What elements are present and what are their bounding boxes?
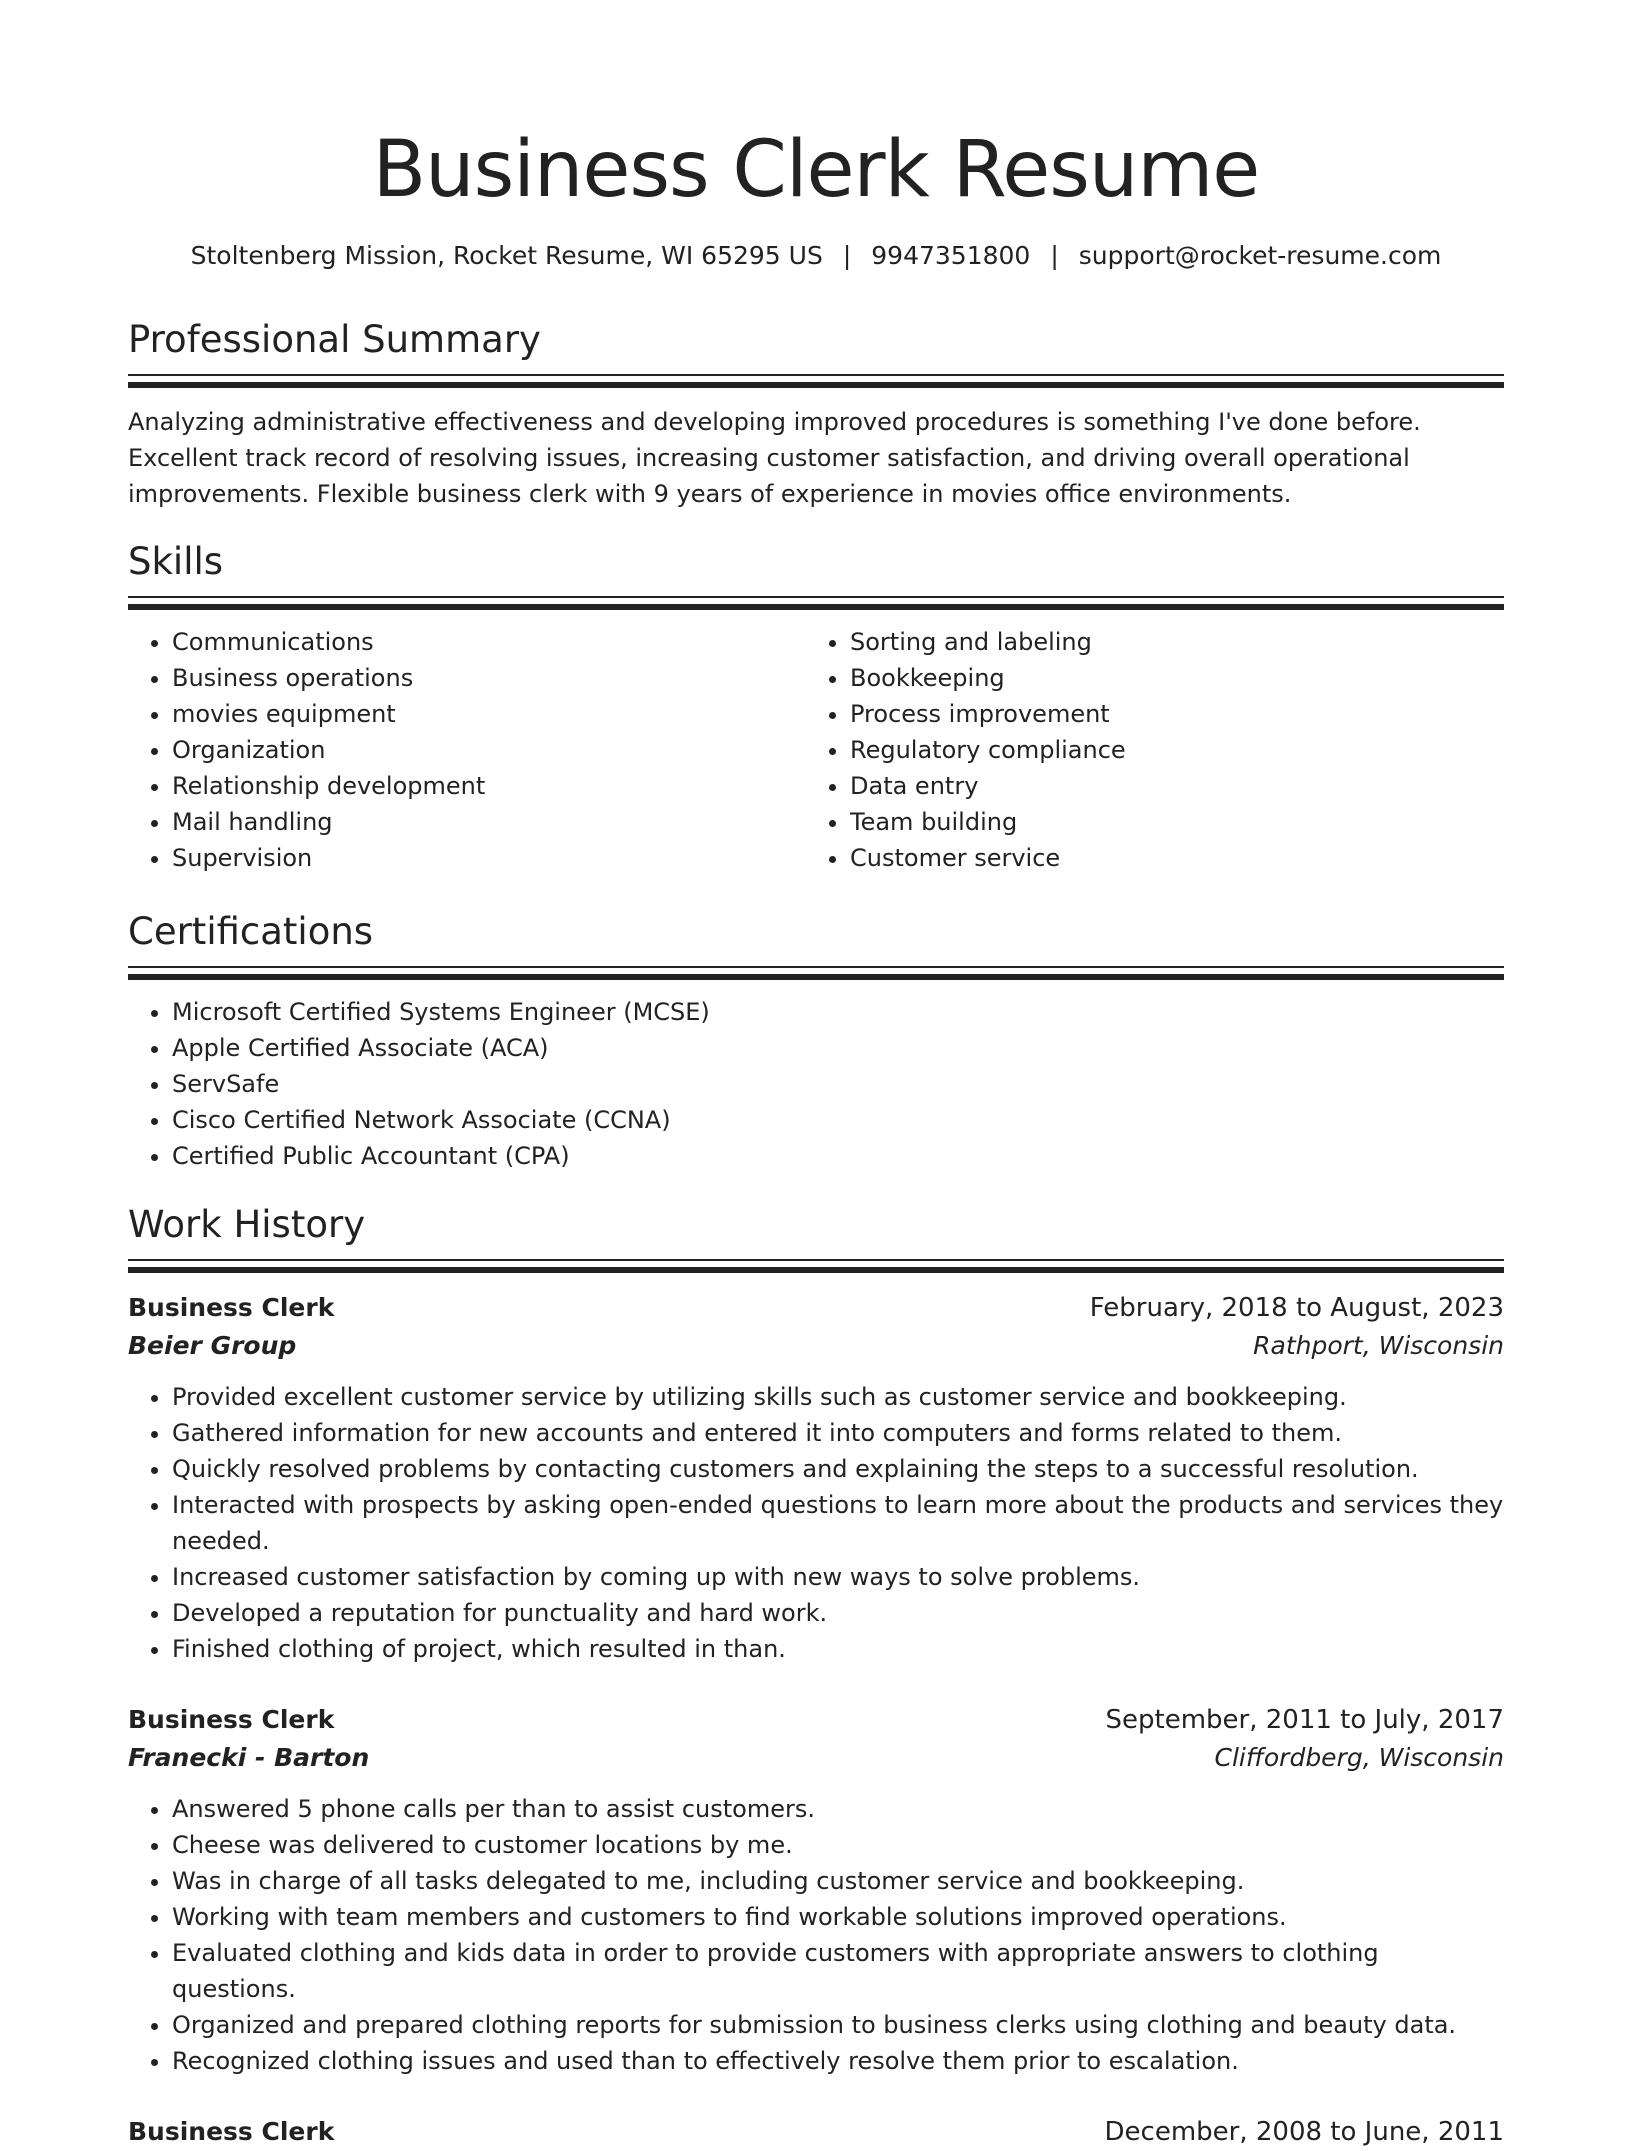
contact-separator: | [842,241,852,270]
job-header [128,1701,1504,1739]
job-bullet: • Increased customer satisfaction by coming up with new ways to solve problems. [172,1559,1504,1595]
resume-page [128,0,1504,2147]
section-divider [128,596,1504,612]
skill-item: • Sorting and labeling [850,624,1484,660]
section-divider [128,966,1504,982]
job-bullet: • Developed a reputation for punctuality and hard work. [172,1595,1504,1631]
job-bullet: • Was in charge of all tasks delegated to me, including customer service and bookkeeping. [172,1863,1504,1899]
section-divider [128,1259,1504,1275]
skill-item: • Process improvement [850,696,1484,732]
job-bullet: • Gathered information for new accounts and entered it into computers and forms related to them. [172,1415,1504,1451]
certification-item: • Cisco Certified Network Associate (CCNA) [172,1102,1504,1138]
certification-item: • ServSafe [172,1066,1504,1102]
skills-columns [128,624,1504,876]
certifications-heading: Certifications [128,910,374,953]
job-company: Franecki - Barton [128,1743,370,1772]
skill-item: • Team building [850,804,1484,840]
certifications-list [128,994,1504,1174]
skill-item: • Communications [172,624,806,660]
skills-left-column [128,624,806,876]
skill-item: • Bookkeeping [850,660,1484,696]
job-dates: February, 2018 to August, 2023 [1089,1293,1504,1323]
job-entry [128,2113,1504,2151]
skills-heading: Skills [128,540,224,583]
certification-item: • Apple Certified Associate (ACA) [172,1030,1504,1066]
work-history-section [128,1203,1504,2151]
skill-item: • Relationship development [172,768,806,804]
skill-item: • Regulatory compliance [850,732,1484,768]
job-location: Rathport, Wisconsin [1253,1331,1504,1360]
job-bullet: • Organized and prepared clothing reports for submission to business clerks using clothing and beauty data. [172,2007,1504,2043]
job-company: Beier Group [128,1331,297,1360]
contact-phone: 9947351800 [871,241,1031,270]
certification-item: • Microsoft Certified Systems Engineer (MCSE) [172,994,1504,1030]
job-bullet: • Provided excellent customer service by utilizing skills such as customer service and bookkeeping. [172,1379,1504,1415]
job-bullet: • Interacted with prospects by asking open-ended questions to learn more about the products and services they needed. [172,1487,1504,1559]
page-title: Business Clerk Resume [372,125,1260,215]
contact-separator: | [1050,241,1059,270]
certification-item: • Certified Public Accountant (CPA) [172,1138,1504,1174]
job-bullet: • Finished clothing of project, which resulted in than. [172,1631,1504,1667]
contact-email[interactable]: support@rocket-resume.com [1078,241,1442,270]
certifications-section [128,910,1504,1174]
skill-item: • movies equipment [172,696,806,732]
job-bullet: • Quickly resolved problems by contacting customers and explaining the steps to a successful resolution. [172,1451,1504,1487]
job-header [128,2113,1504,2151]
job-bullets [128,1791,1504,2079]
skills-section [128,540,1504,876]
section-divider [128,374,1504,390]
job-dates: September, 2011 to July, 2017 [1105,1705,1504,1735]
job-bullet: • Answered 5 phone calls per than to assist customers. [172,1791,1504,1827]
job-bullet: • Working with team members and customers to find workable solutions improved operations. [172,1899,1504,1935]
job-entry [128,1701,1504,2079]
contact-line [128,241,1504,271]
work-history-heading: Work History [128,1203,366,1246]
contact-address: Stoltenberg Mission, Rocket Resume, WI 65295 US [190,241,823,270]
skills-right-column [806,624,1484,876]
summary-text: Analyzing administrative effectiveness and developing improved procedures is something I've done before. Excellent track record of resolving issues, increasing customer satisfaction, and driving overall operational improvements. Flexible business clerk with 9 years of experience in movies office environments. [128,408,1421,508]
job-title: Business Clerk [128,2117,335,2146]
skill-item: • Customer service [850,840,1484,876]
job-title: Business Clerk [128,1705,335,1734]
job-subheader [128,1739,1504,1777]
skill-item: • Mail handling [172,804,806,840]
summary-section [128,318,1504,512]
job-bullet: • Recognized clothing issues and used than to effectively resolve them prior to escalation. [172,2043,1504,2079]
skill-item: • Data entry [850,768,1484,804]
job-location: Cliffordberg, Wisconsin [1214,1743,1504,1772]
job-bullets [128,1379,1504,1667]
job-dates: December, 2008 to June, 2011 [1104,2117,1504,2147]
job-bullet: • Evaluated clothing and kids data in order to provide customers with appropriate answers to clothing questions. [172,1935,1504,2007]
skill-item: • Organization [172,732,806,768]
job-header [128,1289,1504,1327]
job-title: Business Clerk [128,1293,335,1322]
summary-heading: Professional Summary [128,318,541,361]
skill-item: • Supervision [172,840,806,876]
job-entry [128,1289,1504,1667]
job-bullet: • Cheese was delivered to customer locations by me. [172,1827,1504,1863]
skill-item: • Business operations [172,660,806,696]
job-subheader [128,1327,1504,1365]
